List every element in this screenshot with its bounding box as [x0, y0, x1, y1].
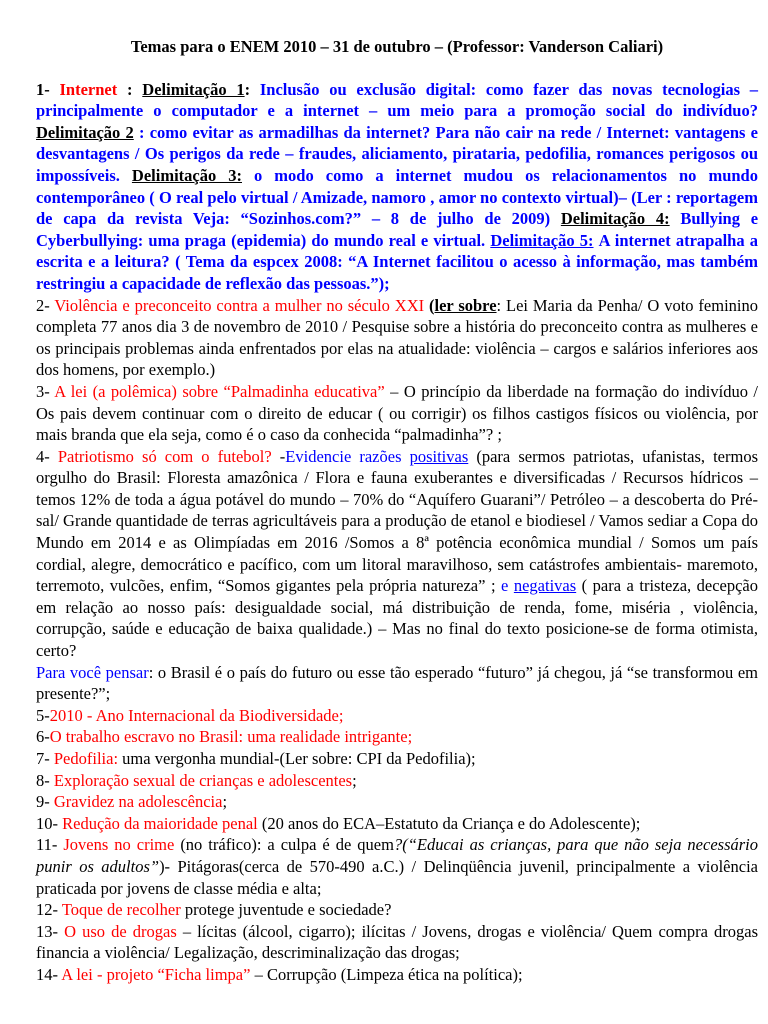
list-item-2 — [36, 295, 758, 381]
list-item-12 — [36, 899, 758, 921]
topic-slave-labor: O trabalho escravo no Brasil: uma realidade intrigante; — [49, 727, 413, 747]
evidence-label: Evidencie razões — [285, 446, 402, 466]
delimitation-5-text: A internet atrapalha a escrita e a leitura? ( Tema da espcex 2008: “A Internet facilitou o acesso à informação, mas também restringiu a capacidade de reflexão das pessoas.”); — [36, 230, 758, 293]
item-number: 6- — [36, 727, 50, 747]
negative-label: negativas — [513, 576, 577, 596]
item-text: (20 anos do ECA–Estatuto da Criança e do Adolescente); — [261, 813, 641, 833]
list-item-9 — [36, 791, 758, 813]
item-end: ; — [222, 792, 228, 812]
item-number: 4- — [36, 446, 50, 466]
list-item-3 — [36, 381, 758, 446]
dash: - — [279, 446, 286, 466]
item-text: – Corrupção (Limpeza ética na política); — [254, 964, 523, 984]
item-number: 11- — [36, 835, 58, 855]
item-text: : Lei Maria da Penha/ O voto feminino completa 77 anos dia 3 de novembro de 2010 / Pesquise sobre a história do preconceito contra as mulheres e os principais problemas ainda enfrentados por elas na atualidade: violência – cargos e salários inferiores aos dos homens, por exemplo.) — [36, 295, 758, 380]
list-item-13 — [36, 921, 758, 964]
topic-youth-crime: Jovens no crime — [63, 835, 175, 855]
topic-sexual-exploitation: Exploração sexual de crianças e adolescentes — [53, 770, 353, 790]
delimitation-5-label: Delimitação 5: — [490, 230, 594, 250]
topic-teen-pregnancy: Gravidez na adolescência — [53, 792, 223, 812]
list-item-6 — [36, 726, 758, 748]
item-number: 13- — [36, 921, 58, 941]
list-item-1 — [36, 79, 758, 295]
paren-open: ( — [429, 295, 435, 315]
document-page — [36, 36, 758, 986]
topic-patriotism: Patriotismo só com o futebol? — [57, 446, 272, 466]
item-number: 5- — [36, 705, 50, 725]
page-title: Temas para o ENEM 2010 – 31 de outubro – (Professor: Vanderson Caliari) — [130, 37, 664, 56]
delimitation-1-label: Delimitação 1 — [142, 79, 245, 99]
item-number: 3- — [36, 381, 50, 401]
item-number: 10- — [36, 813, 58, 833]
topic-biodiversity: 2010 - Ano Internacional da Biodiversidade; — [49, 705, 344, 725]
topic-ficha-limpa: A lei - projeto “Ficha limpa” — [61, 964, 251, 984]
topic-pedophilia: Pedofilia: — [53, 749, 119, 768]
negative-text: ( para a tristeza, decepção em relação ao nosso país: desigualdade social, má distribuição de renda, fome, miséria , violência, corrupção, saúde e educação de baixa qualidade.) – Mas no final do texto posicione-se de forma otimista, certo? — [36, 576, 759, 661]
list-item-11 — [36, 834, 758, 899]
item-number: 7- — [36, 749, 50, 768]
list-item-7 — [36, 748, 758, 770]
item-text: uma vergonha mundial-(Ler sobre: CPI da Pedofilia); — [122, 749, 476, 768]
topic-penal-age: Redução da maioridade penal — [62, 813, 258, 833]
topic-violence-women: Violência e preconceito contra a mulher no século XXI — [54, 295, 425, 315]
list-item-10 — [36, 813, 758, 835]
topic-drugs: O uso de drogas — [64, 921, 177, 941]
topic-palmadinha: A lei (a polêmica) sobre “Palmadinha educativa” — [54, 381, 385, 401]
list-item-5 — [36, 705, 758, 727]
item-text: )- Pitágoras(cerca de 570-490 a.C.) / Delinqüência juvenil, principalmente a violência praticada por jovens de classe média e alta; — [36, 856, 758, 898]
item-number: 12- — [36, 900, 58, 920]
list-item-8 — [36, 770, 758, 792]
colon: : — [244, 79, 251, 99]
item-number: 8- — [36, 770, 50, 790]
delimitation-4-label: Delimitação 4: — [560, 209, 670, 229]
positive-label: positivas — [409, 446, 469, 466]
delimitation-3-label: Delimitação 3: — [131, 165, 242, 185]
item-number: 9- — [36, 792, 50, 812]
item-number: 1- — [36, 79, 50, 99]
think-label: Para você pensar — [36, 662, 149, 682]
item-text: (no tráfico): a culpa é de quem — [180, 835, 394, 855]
separator: : — [127, 79, 133, 99]
delimitation-2-label: Delimitação 2 — [36, 122, 134, 142]
item-text: – O princípio da liberdade na formação do indivíduo / Os pais devem continuar com o direito de educar ( ou corrigir) os filhos castigos físicos ou violência, por mais branda que ela seja, como é o caso da conhecida “palmadinha”? ; — [36, 381, 758, 445]
list-item-4 — [36, 446, 758, 705]
list-item-14 — [36, 964, 758, 986]
item-number: 14- — [36, 964, 58, 984]
delimitation-1-text: Inclusão ou exclusão digital: como fazer das novas tecnologias – principalmente o computador e a internet – um meio para a promoção social do indivíduo? — [36, 79, 759, 121]
delimitation-2-text: : como evitar as armadilhas da internet? Para não cair na rede / Internet: vantagens e desvantagens / Os perigos da rede – fraudes, aliciamento, pirataria, pedofilia, romances perigosos ou impossíveis. — [36, 122, 759, 185]
read-about-label: ler sobre — [434, 295, 497, 315]
delimitation-3-text: o modo como a internet mudou os relacionamentos no mundo contemporâneo ( O real pelo virtual / Amizade, namoro , amor no contexto virtual)– (Ler : reportagem de capa da revista Veja: “Sozinhos.com?” – 8 de julho de 2009) — [36, 165, 758, 229]
topic-internet: Internet — [59, 79, 118, 99]
item-number: 2- — [36, 295, 50, 315]
positive-text: (para sermos patriotas, ufanistas, termos orgulho do Brasil: Floresta amazônica / Flora e fauna exuberantes e diversificadas / Recursos hídricos – temos 12% de toda a água potável do mundo – 70% do “Aquífero Guarani”/ Petróleo – a descoberta do Pré-sal/ Grande quantidade de terras agricultáveis para a produção de etanol e biodiesel / Vamos sediar a Copa do Mundo em 2014 e as Olimpíadas em 2016 /Somos a 8ª potência econômica mundial / Somos um país cordial, alegre, democrático e pacífico, com um litoral maravilhoso, sem catástrofes ambientais- maremoto, terremoto, vulcões, enfim, “Somos gigantes pela própria natureza” ; — [36, 446, 758, 596]
item-text: protege juventude e sociedade? — [184, 900, 392, 920]
delimitation-4-text: Bullying e Cyberbullying: uma praga (epidemia) do mundo real e virtual. — [36, 209, 759, 250]
pythagoras-quote: ?(“Educai as crianças, para que não seja necessário punir os adultos” — [36, 835, 758, 876]
item-text: – lícitas (álcool, cigarro); ilícitas / Jovens, drogas e violência/ Quem compra drogas financia a violência/ Legalização, descriminalização das drogas; — [36, 921, 759, 963]
think-text: : o Brasil é o país do futuro ou esse tão esperado “futuro” já chegou, já “se transformou em presente?”; — [36, 662, 758, 704]
and-label: e — [501, 576, 509, 596]
item-end: ; — [352, 770, 357, 790]
topic-curfew: Toque de recolher — [61, 900, 181, 920]
